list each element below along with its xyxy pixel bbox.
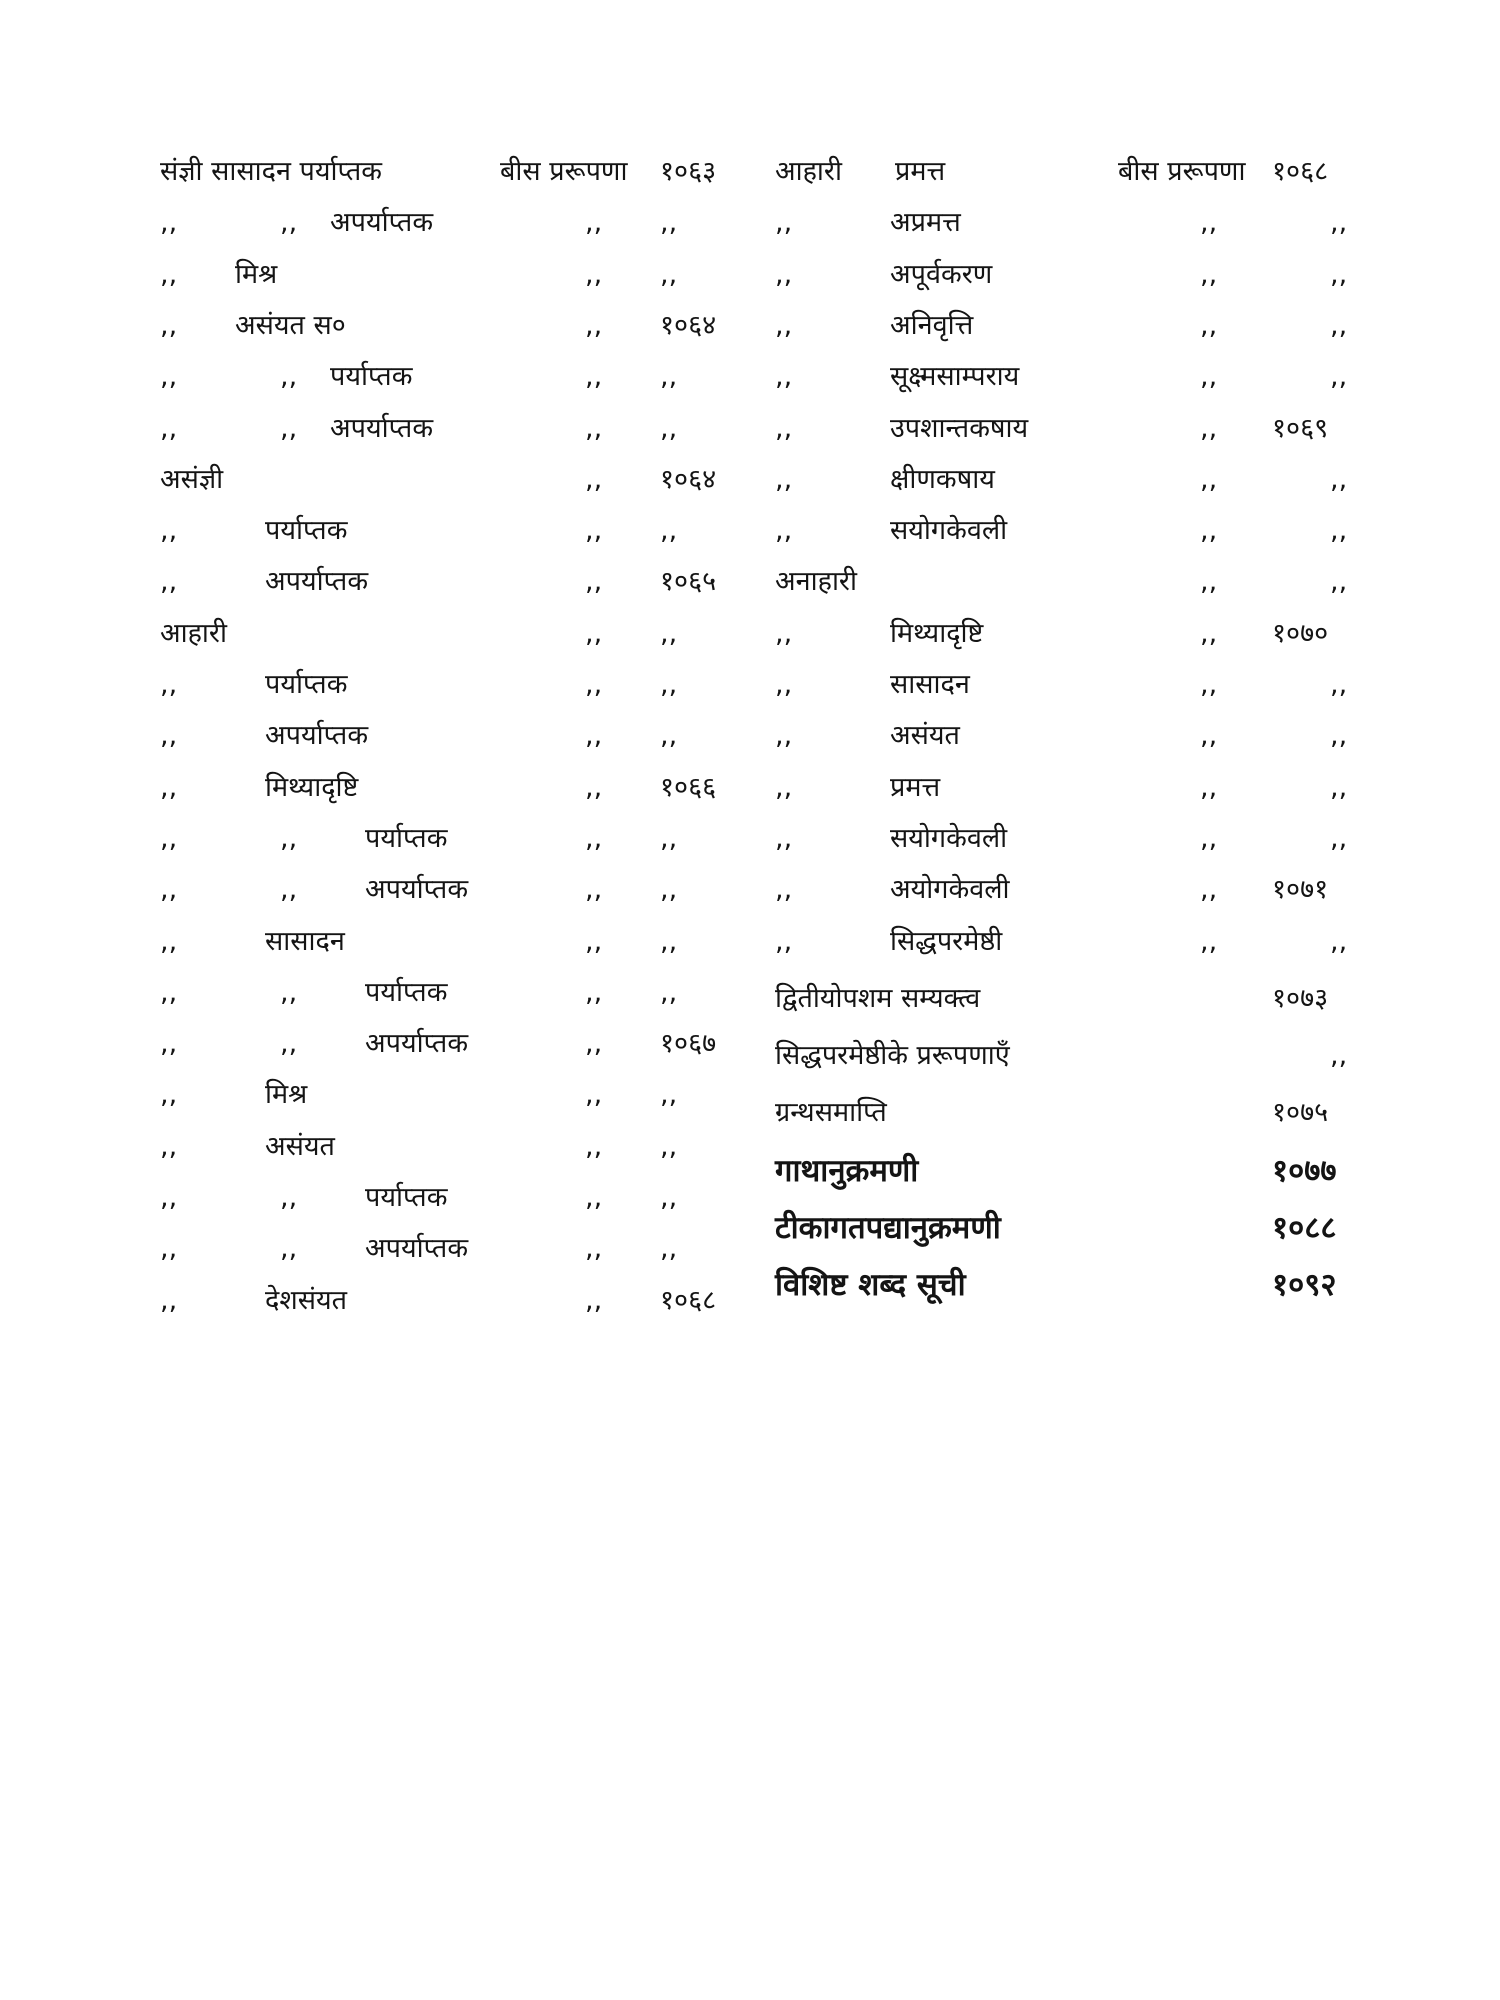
row-cell-c4: ,, — [1200, 412, 1218, 444]
row-cell-c1: ,, — [160, 309, 178, 341]
row-cell-c1: ,, — [160, 720, 178, 752]
row-cell-c1: अनाहारी — [775, 566, 857, 598]
row-cell-c2: ,, — [280, 361, 298, 393]
row-cell-c5: १०६९ — [1272, 412, 1329, 444]
row-cell-c1: आहारी — [775, 156, 842, 187]
row-cell-c2: ,, — [280, 1233, 298, 1265]
row-cell-c2: ,, — [280, 874, 298, 906]
row-cell-c5: ,, — [660, 1233, 678, 1265]
row-cell-c1: ,, — [775, 515, 793, 547]
row-cell-c2: मिश्र — [235, 258, 278, 290]
row-cell-c4: ,, — [585, 1130, 603, 1162]
row-cell-c1: ,, — [775, 258, 793, 290]
row-cell-c5: ,, — [660, 361, 678, 393]
row-cell-c1: ,, — [775, 412, 793, 444]
row-cell-c4: ,, — [585, 361, 603, 393]
row-cell-c5: १०६८ — [1272, 156, 1329, 187]
row-cell-c1: ,, — [160, 976, 178, 1008]
row-cell-c2: अनिवृत्ति — [890, 309, 974, 341]
row-cell-c1: ,, — [160, 1233, 178, 1265]
row-cell-c4: ,, — [585, 1182, 603, 1213]
row-cell-c4: ,, — [1200, 771, 1218, 803]
row-cell-c5: ,, — [660, 515, 678, 547]
row-cell-c5: ,, — [660, 617, 678, 649]
index-row — [0, 612, 1400, 656]
row-cell-c1: असंज्ञी — [160, 463, 224, 495]
row-cell-c5: ,, — [1330, 207, 1348, 239]
row-cell-c5: ,, — [1330, 515, 1348, 547]
row-cell-c1: ,, — [775, 874, 793, 906]
index-row — [0, 355, 1400, 399]
row-cell-c4: बीस प्ररूपणा — [1118, 156, 1246, 187]
row-cell-c2: मिथ्यादृष्टि — [265, 771, 359, 803]
row-cell-c5: ,, — [660, 976, 678, 1008]
row-cell-c2: ,, — [280, 412, 298, 444]
row-cell-c3: अपर्याप्तक — [330, 412, 434, 444]
row-cell-c1: ,, — [160, 822, 178, 854]
row-cell-c1: विशिष्ट शब्द सूची — [775, 1267, 966, 1304]
index-row — [0, 663, 1400, 707]
row-cell-c5: ,, — [1330, 822, 1348, 854]
row-cell-c5: १०७३ — [1272, 982, 1329, 1014]
row-cell-c2: प्रमत्त — [890, 771, 941, 803]
row-cell-c5: ,, — [660, 207, 678, 239]
index-row — [0, 407, 1400, 451]
row-cell-c2: असंयत स० — [235, 309, 346, 341]
row-cell-c5: ,, — [660, 925, 678, 957]
row-cell-c1: ,, — [775, 207, 793, 239]
index-row — [0, 714, 1400, 758]
row-cell-c4: ,, — [585, 463, 603, 495]
index-row — [0, 253, 1400, 297]
row-cell-c1: ग्रन्थसमाप्ति — [775, 1097, 887, 1129]
index-row — [0, 150, 1400, 194]
row-cell-c2: ,, — [280, 1028, 298, 1060]
row-cell-c4: ,, — [1200, 207, 1218, 239]
row-cell-c4: ,, — [1200, 515, 1218, 547]
row-cell-c1: ,, — [160, 1130, 178, 1162]
row-cell-c5: ,, — [1330, 1040, 1348, 1072]
row-cell-c4: ,, — [585, 976, 603, 1008]
row-cell-c4: ,, — [585, 822, 603, 854]
row-cell-c3: अपर्याप्तक — [365, 874, 469, 906]
index-row — [0, 817, 1400, 861]
row-cell-c4: ,, — [1200, 874, 1218, 906]
row-cell-c5: १०७१ — [1272, 874, 1329, 906]
row-cell-c3: पर्याप्तक — [330, 361, 413, 393]
row-cell-c5: १०६८ — [660, 1284, 717, 1316]
row-cell-c4: ,, — [585, 258, 603, 290]
row-cell-c2: क्षीणकषाय — [890, 463, 995, 495]
row-cell-c4: ,, — [585, 412, 603, 444]
row-cell-c4: ,, — [1200, 361, 1218, 393]
row-cell-c2: सिद्धपरमेष्ठी — [890, 925, 1003, 957]
row-cell-c1: सिद्धपरमेष्ठीके प्ररूपणाएँ — [775, 1040, 1010, 1072]
row-cell-c4: ,, — [1200, 566, 1218, 598]
row-cell-c4: ,, — [585, 874, 603, 906]
row-cell-c5: १०७७ — [1272, 1152, 1337, 1189]
index-row — [0, 1263, 1400, 1307]
index-row — [0, 304, 1400, 348]
row-cell-c2: असंयत — [890, 720, 960, 752]
row-cell-c4: ,, — [585, 207, 603, 239]
row-cell-c2: पर्याप्तक — [265, 515, 348, 547]
row-cell-c3: पर्याप्तक — [365, 1182, 448, 1213]
row-cell-c4: ,, — [585, 771, 603, 803]
row-cell-c2: देशसंयत — [265, 1284, 347, 1316]
row-cell-c2: ,, — [280, 976, 298, 1008]
row-cell-c5: ,, — [660, 1079, 678, 1111]
row-cell-c4: ,, — [585, 309, 603, 341]
row-cell-c1: ,, — [160, 515, 178, 547]
row-cell-c5: १०६४ — [660, 463, 717, 495]
row-cell-c4: ,, — [1200, 258, 1218, 290]
row-cell-c5: ,, — [1330, 361, 1348, 393]
row-cell-c2: ,, — [280, 822, 298, 854]
row-cell-c1: ,, — [775, 925, 793, 957]
row-cell-c3: अपर्याप्तक — [365, 1233, 469, 1265]
row-cell-c4: ,, — [585, 925, 603, 957]
row-cell-c1: ,, — [160, 669, 178, 700]
row-cell-c5: १०६७ — [660, 1028, 717, 1060]
row-cell-c4: ,, — [585, 566, 603, 598]
row-cell-c5: ,, — [1330, 309, 1348, 341]
row-cell-c1: ,, — [775, 617, 793, 649]
index-row — [0, 1149, 1400, 1193]
row-cell-c2: ,, — [280, 1182, 298, 1213]
row-cell-c1: ,, — [160, 412, 178, 444]
row-cell-c4: ,, — [1200, 463, 1218, 495]
row-cell-c1: ,, — [160, 258, 178, 290]
row-cell-c2: अयोगकेवली — [890, 874, 1010, 906]
index-row — [0, 920, 1400, 964]
row-cell-c1: ,, — [160, 207, 178, 239]
row-cell-c1: ,, — [160, 925, 178, 957]
index-row — [0, 1091, 1400, 1135]
row-cell-c4: ,, — [1200, 309, 1218, 341]
row-cell-c1: ,, — [775, 720, 793, 752]
index-row — [0, 1206, 1400, 1250]
row-cell-c2: असंयत — [265, 1130, 335, 1162]
row-cell-c1: ,, — [160, 874, 178, 906]
row-cell-c5: ,, — [660, 874, 678, 906]
row-cell-c2: उपशान्तकषाय — [890, 412, 1029, 444]
row-cell-c2: ,, — [280, 207, 298, 239]
index-row — [0, 766, 1400, 810]
row-cell-c2: प्रमत्त — [895, 156, 946, 187]
row-cell-c2: सयोगकेवली — [890, 822, 1008, 854]
row-cell-c1: ,, — [160, 1028, 178, 1060]
row-cell-c2: अपर्याप्तक — [265, 566, 369, 598]
row-cell-c1: ,, — [160, 771, 178, 803]
index-row — [0, 458, 1400, 502]
row-cell-c1: ,, — [775, 669, 793, 700]
row-cell-c1: ,, — [775, 822, 793, 854]
index-row — [0, 560, 1400, 604]
row-cell-c1: ,, — [160, 1284, 178, 1316]
index-row — [0, 201, 1400, 245]
row-cell-c4: ,, — [585, 1233, 603, 1265]
row-cell-c1: संज्ञी सासादन पर्याप्तक — [160, 156, 382, 187]
index-row — [0, 509, 1400, 553]
row-cell-c1: ,, — [775, 771, 793, 803]
row-cell-c2: मिथ्यादृष्टि — [890, 617, 984, 649]
row-cell-c1: ,, — [160, 361, 178, 393]
index-row — [0, 977, 1400, 1021]
row-cell-c5: १०८८ — [1272, 1210, 1337, 1246]
row-cell-c5: १०६३ — [660, 156, 717, 187]
row-cell-c5: १०६४ — [660, 309, 717, 341]
row-cell-c1: ,, — [775, 463, 793, 495]
row-cell-c1: ,, — [160, 1079, 178, 1111]
row-cell-c1: टीकागतपद्यानुक्रमणी — [775, 1210, 1001, 1246]
row-cell-c4: ,, — [1200, 720, 1218, 752]
row-cell-c5: ,, — [1330, 720, 1348, 752]
row-cell-c4: ,, — [585, 1284, 603, 1316]
row-cell-c5: ,, — [1330, 566, 1348, 598]
row-cell-c2: सासादन — [265, 925, 345, 957]
row-cell-c5: ,, — [660, 822, 678, 854]
row-cell-c4: ,, — [585, 669, 603, 700]
row-cell-c3: अपर्याप्तक — [330, 207, 434, 239]
row-cell-c2: मिश्र — [265, 1079, 308, 1111]
row-cell-c4: ,, — [1200, 669, 1218, 700]
row-cell-c5: ,, — [1330, 771, 1348, 803]
row-cell-c2: पर्याप्तक — [265, 669, 348, 700]
row-cell-c5: १०७० — [1272, 617, 1329, 649]
row-cell-c3: अपर्याप्तक — [365, 1028, 469, 1060]
row-cell-c5: १०७५ — [1272, 1097, 1329, 1129]
index-row — [0, 868, 1400, 912]
row-cell-c2: अपूर्वकरण — [890, 258, 993, 290]
row-cell-c5: ,, — [660, 720, 678, 752]
row-cell-c5: ,, — [1330, 669, 1348, 700]
row-cell-c4: ,, — [1200, 617, 1218, 649]
row-cell-c4: ,, — [585, 1079, 603, 1111]
row-cell-c5: ,, — [660, 258, 678, 290]
row-cell-c4: ,, — [585, 720, 603, 752]
row-cell-c3: पर्याप्तक — [365, 976, 448, 1008]
row-cell-c4: ,, — [585, 617, 603, 649]
row-cell-c2: सासादन — [890, 669, 970, 700]
row-cell-c4: ,, — [1200, 925, 1218, 957]
row-cell-c1: ,, — [775, 309, 793, 341]
row-cell-c5: १०६६ — [660, 771, 717, 803]
row-cell-c4: ,, — [1200, 822, 1218, 854]
row-cell-c5: ,, — [660, 1182, 678, 1213]
row-cell-c1: द्वितीयोपशम सम्यक्त्व — [775, 982, 981, 1014]
row-cell-c5: १०६५ — [660, 566, 717, 598]
row-cell-c4: ,, — [585, 515, 603, 547]
row-cell-c2: सूक्ष्मसाम्पराय — [890, 361, 1020, 393]
row-cell-c5: ,, — [660, 1130, 678, 1162]
row-cell-c2: अपर्याप्तक — [265, 720, 369, 752]
row-cell-c5: १०९२ — [1272, 1267, 1337, 1304]
row-cell-c5: ,, — [660, 412, 678, 444]
row-cell-c5: ,, — [1330, 258, 1348, 290]
row-cell-c2: अप्रमत्त — [890, 207, 961, 239]
row-cell-c5: ,, — [1330, 925, 1348, 957]
row-cell-c5: ,, — [1330, 463, 1348, 495]
row-cell-c1: आहारी — [160, 617, 227, 649]
row-cell-c5: ,, — [660, 669, 678, 700]
row-cell-c1: गाथानुक्रमणी — [775, 1152, 919, 1189]
row-cell-c1: ,, — [775, 361, 793, 393]
row-cell-c2: सयोगकेवली — [890, 515, 1008, 547]
index-row — [0, 1034, 1400, 1078]
row-cell-c1: ,, — [160, 1182, 178, 1213]
row-cell-c4: बीस प्ररूपणा — [500, 156, 628, 187]
row-cell-c4: ,, — [585, 1028, 603, 1060]
row-cell-c1: ,, — [160, 566, 178, 598]
row-cell-c3: पर्याप्तक — [365, 822, 448, 854]
